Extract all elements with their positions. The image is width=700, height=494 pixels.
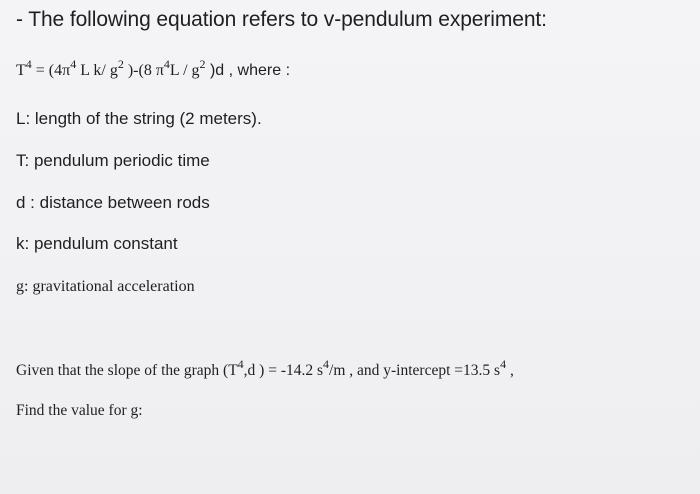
equation-pi-exponent: 4 — [70, 57, 77, 71]
given-text: /m , and y-intercept =13.5 s — [329, 362, 501, 379]
given-text: , — [506, 362, 514, 379]
equation-part: )-(8 π — [123, 62, 164, 79]
question-heading: - The following equation refers to v-pendulum experiment: — [16, 8, 547, 31]
given-s-exponent: 4 — [500, 357, 507, 371]
definition-distance: d : distance between rods — [16, 193, 210, 212]
equation-pi-exponent: 4 — [163, 57, 170, 71]
definition-gravity: g: gravitational acceleration — [16, 278, 195, 295]
given-t-exponent: 4 — [237, 357, 244, 371]
given-s-exponent: 4 — [323, 357, 330, 371]
pendulum-equation — [16, 57, 291, 80]
equation-where: )d , where : — [205, 62, 291, 79]
equation-g-exponent: 2 — [199, 57, 206, 71]
equation-g-exponent: 2 — [117, 57, 124, 71]
definition-constant: k: pendulum constant — [16, 234, 178, 253]
definition-period: T: pendulum periodic time — [16, 151, 210, 170]
given-text: Given that the slope of the graph (T — [16, 362, 238, 379]
question-prompt: Find the value for g: — [16, 402, 143, 419]
equation-part: L / g — [169, 62, 200, 79]
given-statement — [16, 357, 514, 380]
given-text: ,d ) = -14.2 s — [243, 362, 324, 379]
equation-part: = (4π — [31, 62, 71, 79]
equation-part: L k/ g — [76, 62, 118, 79]
equation-t: T — [16, 62, 26, 79]
definition-length: L: length of the string (2 meters). — [16, 109, 262, 128]
equation-t-exponent: 4 — [25, 57, 32, 71]
